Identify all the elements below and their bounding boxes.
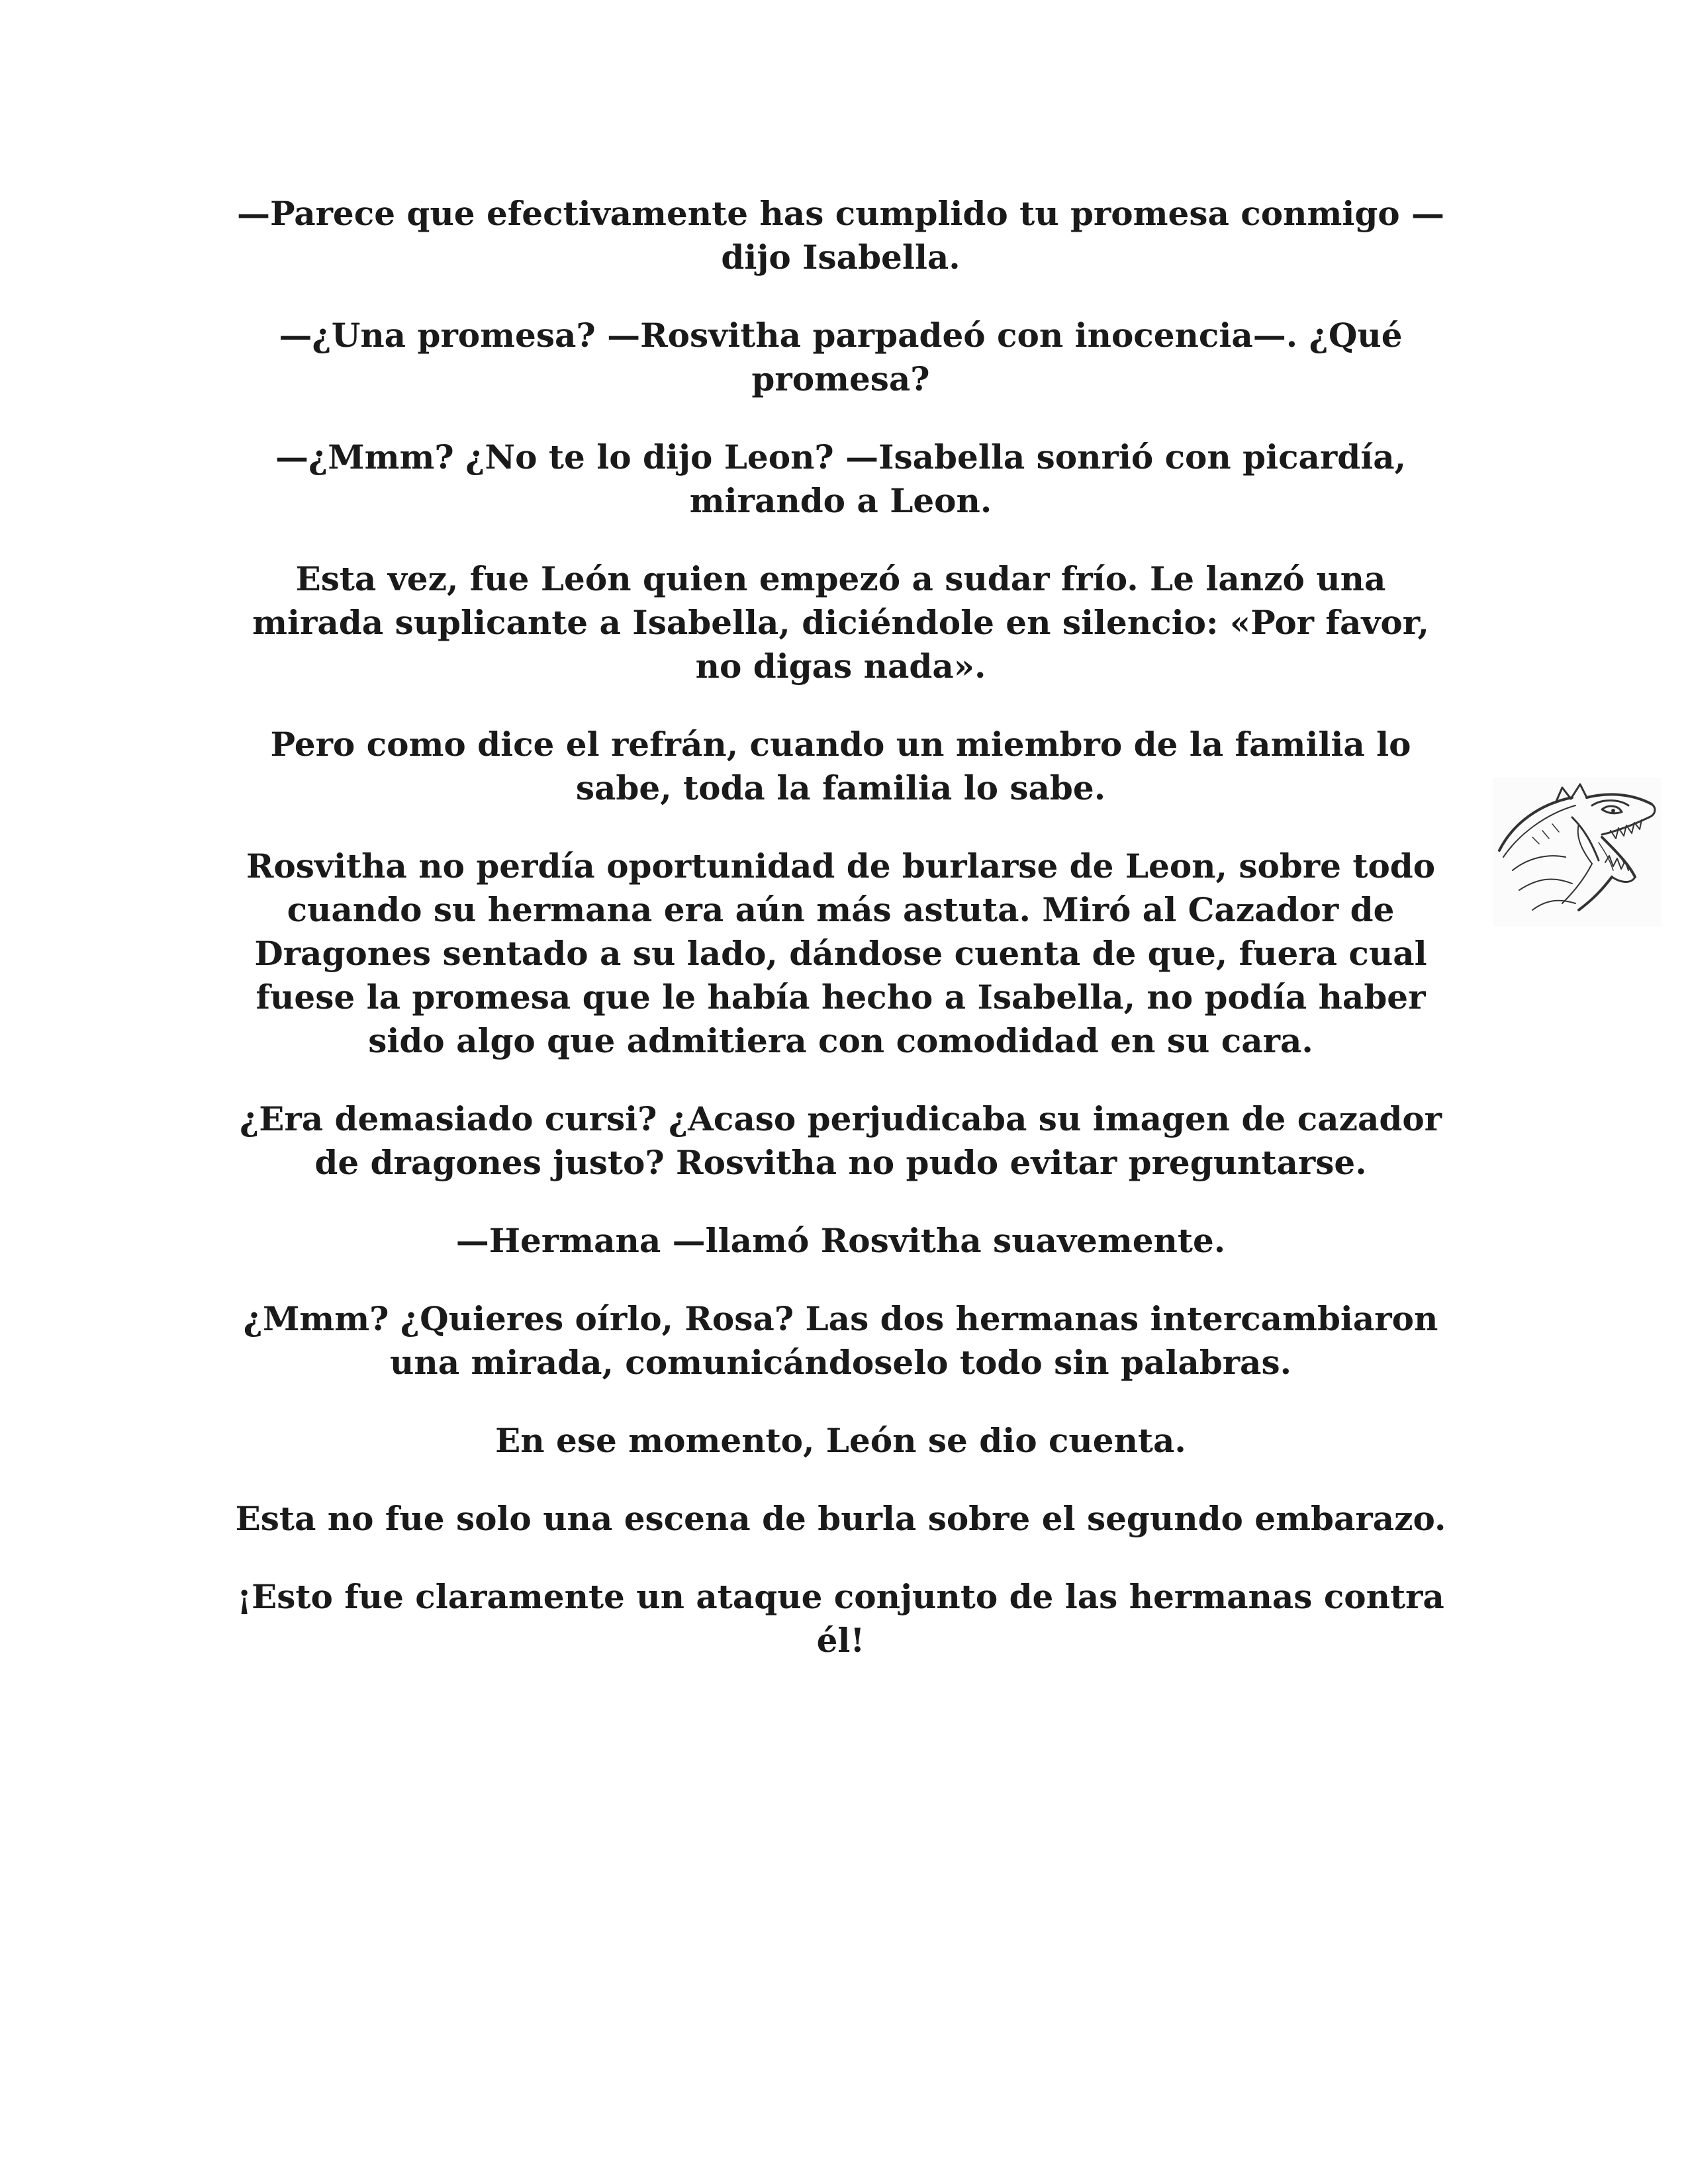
paragraph: ¡Esto fue claramente un ataque conjunto de las hermanas contra él! <box>237 1577 1444 1660</box>
dragon-head-sketch-icon <box>1493 778 1662 927</box>
paragraph: —Hermana —llamó Rosvitha suavemente. <box>455 1221 1226 1260</box>
paragraph: Rosvitha no perdía oportunidad de burlarse de Leon, sobre todo cuando su hermana era aún más astuta. Miró al Cazador de Dragones sentado a su lado, dándose cuenta de que, fuera cual fuese la promesa que le había hecho a Isabella, no podía haber sido algo que admitiera con comodidad en su cara. <box>246 846 1436 1060</box>
paragraph: —¿Mmm? ¿No te lo dijo Leon? —Isabella sonrió con picardía, mirando a Leon. <box>275 437 1407 520</box>
paragraph: Esta no fue solo una escena de burla sobre el segundo embarazo. <box>235 1499 1446 1538</box>
paragraph: —¿Una promesa? —Rosvitha parpadeó con inocencia—. ¿Qué promesa? <box>279 316 1403 398</box>
paragraph: ¿Era demasiado cursi? ¿Acaso perjudicaba su imagen de cazador de dragones justo? Rosvitha no pudo evitar preguntarse. <box>239 1099 1442 1182</box>
paragraph: ¿Mmm? ¿Quieres oírlo, Rosa? Las dos hermanas intercambiaron una mirada, comunicándoselo todo sin palabras. <box>243 1299 1438 1382</box>
paragraph: Esta vez, fue León quien empezó a sudar frío. Le lanzó una mirada suplicante a Isabella, diciéndole en silencio: «Por favor, no digas nada». <box>252 559 1429 686</box>
story-text <box>225 192 1456 1697</box>
paragraph: Pero como dice el refrán, cuando un miembro de la familia lo sabe, toda la familia lo sabe. <box>270 725 1411 807</box>
paragraph: En ese momento, León se dio cuenta. <box>495 1421 1186 1460</box>
paragraph: —Parece que efectivamente has cumplido tu promesa conmigo —dijo Isabella. <box>236 194 1445 277</box>
